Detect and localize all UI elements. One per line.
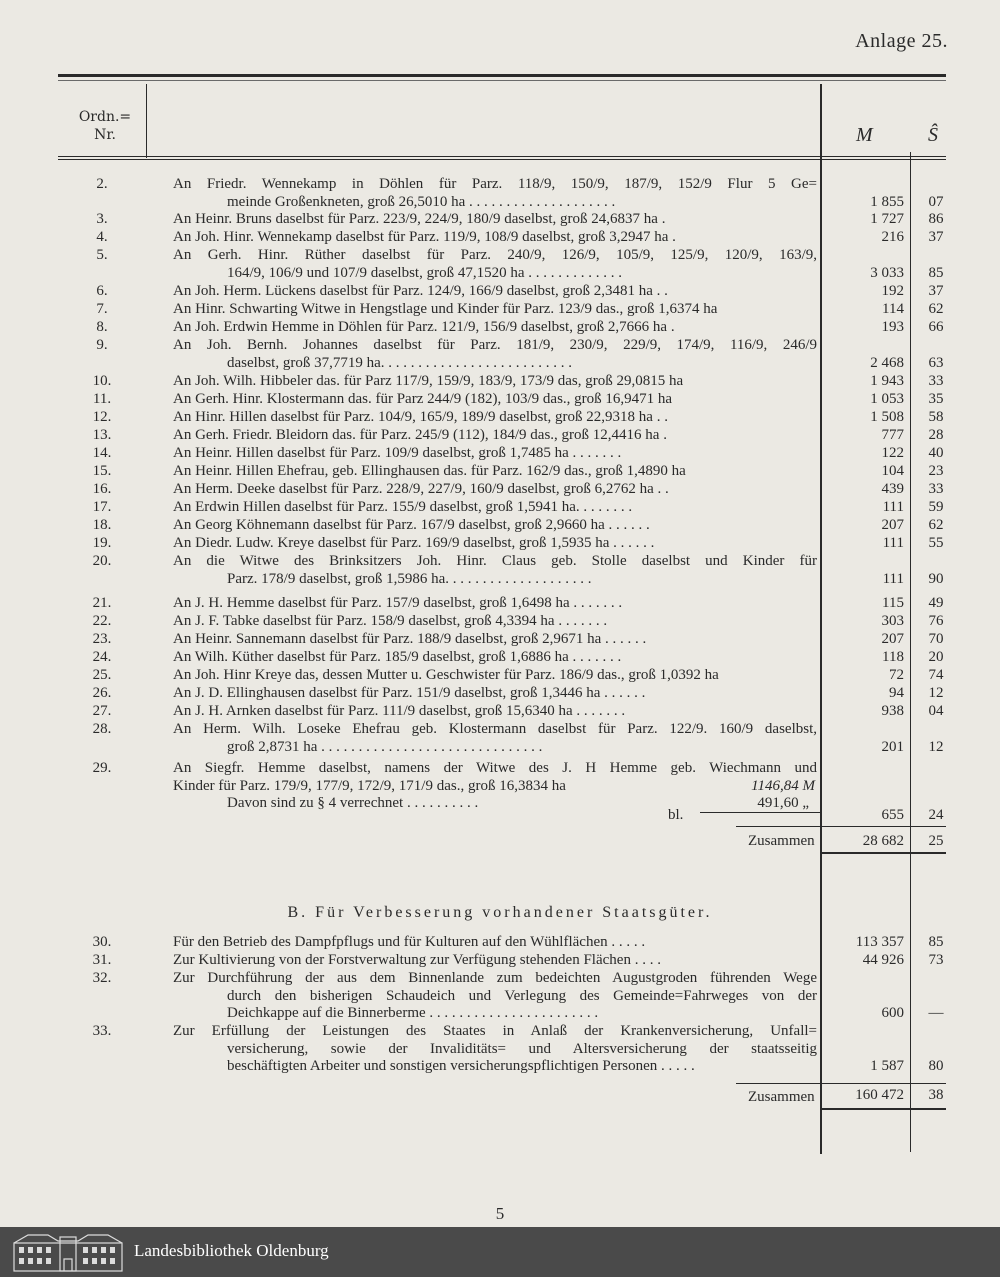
row-text-line: An Joh. Wilh. Hibbeler das. für Parz 117/9, 159/9, 183/9, 173/9 das, groß 29,0815 ha	[173, 373, 684, 389]
row-text	[173, 427, 817, 445]
row-amount-pfennig: 63	[928, 354, 944, 371]
row-text-line: An Hinr. Schwarting Witwe in Hengstlage und Kinder für Parz. 123/9 das., groß 1,6374 ha	[173, 301, 718, 317]
row-number: 23.	[92, 631, 112, 647]
column-header-nr	[60, 108, 150, 144]
row-text-line: An Joh. Hinr. Wennekamp daselbst für Parz. 119/9, 108/9 daselbst, groß 3,2947 ha .	[173, 229, 676, 245]
row-text-line: An Heinr. Hillen daselbst für Parz. 109/9 daselbst, groß 1,7485 ha . . . . . . .	[173, 445, 622, 461]
row-text	[173, 595, 817, 613]
row-amount-pfennig: 12	[928, 685, 944, 701]
row-text-line: An J. H. Hemme daselbst für Parz. 157/9 daselbst, groß 1,6498 ha . . . . . . .	[173, 595, 623, 611]
row-number: 12.	[92, 409, 112, 425]
page-number: 5	[495, 1204, 505, 1223]
row-amount-pfennig: 86	[928, 211, 944, 227]
row-amount-mark: 114	[882, 301, 904, 317]
row-text-line: Zur Erfüllung der Leistungen des Staates in Anlaß der Krankenversicherung, Unfall=	[173, 1023, 817, 1039]
footer-bar	[0, 1227, 1000, 1277]
row-amount-mark: 600	[881, 1005, 904, 1021]
total-a-top-rule	[736, 826, 946, 827]
row-number: 20.	[92, 553, 112, 569]
row-amount-pfennig: 55	[928, 535, 944, 551]
row-amount-pfennig: 59	[928, 499, 944, 515]
row-amount-pfennig: 66	[928, 319, 944, 335]
column-header-pfennig: Ŝ	[928, 124, 938, 146]
total-b-mark: 160 472	[855, 1087, 904, 1103]
row-text	[173, 499, 817, 517]
row-text	[173, 553, 817, 588]
row-amount-mark: 44 926	[862, 952, 904, 968]
row-amount-mark: 3 033	[870, 264, 904, 281]
row-text	[173, 337, 817, 372]
row-amount-mark: 1 943	[870, 373, 904, 389]
column-header-nr-line2: Nr.	[94, 127, 116, 143]
row-number: 15.	[92, 463, 112, 479]
row-text-line: An Heinr. Sannemann daselbst für Parz. 188/9 daselbst, groß 2,9671 ha . . . . . .	[173, 631, 647, 647]
row-text-line: Deichkappe auf die Binnerberme . . . . . . . . . . . . . . . . . . . . . . .	[227, 1005, 599, 1021]
row-number: 14.	[92, 445, 112, 461]
row-text	[173, 391, 817, 409]
row-text-line: meinde Großenkneten, groß 26,5010 ha . . . . . . . . . . . . . . . . . . . .	[227, 193, 616, 210]
row29-line3-text: Davon sind zu § 4 verrechnet . . . . . . . . . .	[227, 795, 479, 811]
header-top-rule-thin	[58, 80, 946, 81]
total-b-label: Zusammen	[748, 1089, 815, 1105]
row-text-line: An Friedr. Wennekamp in Döhlen für Parz. 118/9, 150/9, 187/9, 152/9 Flur 5 Ge=	[173, 176, 817, 192]
row-amount-mark: 303	[881, 613, 904, 629]
row-text	[173, 445, 817, 463]
row-number: 5.	[96, 247, 108, 263]
row-amount-pfennig: 80	[928, 1058, 944, 1074]
row-amount-mark: 201	[881, 738, 904, 755]
row-text-line: An Gerh. Hinr. Klostermann das. für Parz 244/9 (182), 103/9 das., groß 16,9471 ha	[173, 391, 673, 407]
total-b-top-rule	[736, 1083, 946, 1084]
row-text-line: groß 2,8731 ha . . . . . . . . . . . . . . . . . . . . . . . . . . . . . .	[227, 738, 543, 755]
row-number: 6.	[96, 283, 108, 299]
row-text-line: An Gerh. Hinr. Rüther daselbst für Parz. 240/9, 126/9, 105/9, 125/9, 120/9, 163/9,	[173, 247, 817, 263]
row-number: 21.	[92, 595, 112, 611]
row-amount-pfennig: 20	[928, 649, 944, 665]
row-text-line: An Joh. Herm. Lückens daselbst für Parz. 124/9, 166/9 daselbst, groß 2,3481 ha . .	[173, 283, 668, 299]
row-amount-mark: 122	[881, 445, 904, 461]
row-number: 32.	[92, 970, 112, 986]
row-amount-pfennig: 33	[928, 373, 944, 389]
row-amount-mark: 938	[881, 703, 904, 719]
row-amount-mark: 1 508	[870, 409, 904, 425]
row-amount-mark: 192	[881, 283, 904, 299]
row-amount-mark: 439	[881, 481, 904, 497]
row-number: 3.	[96, 211, 108, 227]
section-b-title: B. Für Verbesserung vorhandener Staatsgüter.	[287, 904, 713, 921]
header-top-rule	[58, 74, 946, 77]
row-text	[173, 970, 817, 1023]
row-text-line: An die Witwe des Brinksitzers Joh. Hinr. Claus geb. Stolle daselbst und Kinder für	[173, 553, 817, 569]
row-amount-mark: 113 357	[855, 934, 904, 950]
row-amount-mark: 216	[881, 229, 904, 245]
row-text-line: Für den Betrieb des Dampfpflugs und für Kulturen auf den Wühlflächen . . . . .	[173, 934, 646, 950]
row-amount-pfennig: 35	[928, 391, 944, 407]
row-text	[173, 301, 817, 319]
row-number: 29.	[92, 760, 112, 776]
row-text-line: An Joh. Erdwin Hemme in Döhlen für Parz. 121/9, 156/9 daselbst, groß 2,7666 ha .	[173, 319, 675, 335]
row-amount-mark: 111	[882, 570, 904, 587]
row-amount-mark: 94	[889, 685, 904, 701]
row29-subtotal-rule	[700, 812, 820, 813]
row-number: 16.	[92, 481, 112, 497]
row-number: 17.	[92, 499, 112, 515]
row-text	[173, 373, 817, 391]
row-text	[173, 685, 817, 703]
row-number: 31.	[92, 952, 112, 968]
row-amount-pfennig: 49	[928, 595, 944, 611]
row-text-line: An Gerh. Friedr. Bleidorn das. für Parz. 245/9 (112), 184/9 das., groß 12,4416 ha .	[173, 427, 667, 443]
row-amount-mark: 1 727	[870, 211, 904, 227]
row-amount-mark: 1 587	[870, 1058, 904, 1074]
row-number: 19.	[92, 535, 112, 551]
row-amount-pfennig: 62	[928, 301, 944, 317]
row-number: 26.	[92, 685, 112, 701]
row-amount-mark: 118	[882, 649, 904, 665]
total-a-pfennig: 25	[928, 833, 944, 849]
row-number: 9.	[96, 337, 108, 353]
row-text-line: Zur Kultivierung von der Forstverwaltung zur Verfügung stehenden Flächen . . . .	[173, 952, 661, 968]
row-amount-pfennig: 85	[928, 934, 944, 950]
row-number: 18.	[92, 517, 112, 533]
row-text	[173, 517, 817, 535]
row-amount-pfennig: 37	[928, 283, 944, 299]
row-number: 22.	[92, 613, 112, 629]
row-text-line: beschäftigten Arbeiter und sonstigen versicherungspflichtigen Personen . . . . .	[227, 1058, 695, 1074]
row29-line1: An Siegfr. Hemme daselbst, namens der Witwe des J. H Hemme geb. Wiechmann und	[173, 760, 817, 776]
row-text-line: An J. F. Tabke daselbst für Parz. 158/9 daselbst, groß 4,3394 ha . . . . . . .	[173, 613, 608, 629]
row-text-line: An J. H. Arnken daselbst für Parz. 111/9 daselbst, groß 15,6340 ha . . . . . . .	[173, 703, 626, 719]
row-text-line: An Joh. Hinr Kreye das, dessen Mutter u. Geschwister für Parz. 186/9 das., groß 1,0392 ha	[173, 667, 719, 683]
row-number: 27.	[92, 703, 112, 719]
row29-line2	[173, 778, 817, 796]
column-header-mark: M	[856, 124, 873, 146]
row29-line2-text: Kinder für Parz. 179/9, 177/9, 172/9, 171/9 das., groß 16,3834 ha	[173, 777, 566, 794]
total-b-bottom-rule	[820, 1108, 946, 1110]
row-text-line: An Diedr. Ludw. Kreye daselbst für Parz. 169/9 daselbst, groß 1,5935 ha . . . . . .	[173, 535, 655, 551]
row-text-line: daselbst, groß 37,7719 ha. . . . . . . . . . . . . . . . . . . . . . . . . .	[227, 354, 572, 371]
row-amount-pfennig: 73	[928, 952, 944, 968]
row-amount-mark: 207	[881, 517, 904, 533]
row-amount-pfennig: 40	[928, 445, 944, 461]
library-building-icon	[8, 1231, 128, 1273]
row-text	[173, 667, 817, 685]
row-amount-mark: 2 468	[870, 354, 904, 371]
row-amount-pfennig: 90	[928, 570, 944, 587]
row-amount-mark: 104	[881, 463, 904, 479]
row-amount-pfennig: 24	[928, 807, 944, 823]
total-a-mark: 28 682	[862, 833, 904, 849]
row-text	[173, 481, 817, 499]
row-number: 11.	[92, 391, 112, 407]
row-text	[173, 760, 817, 813]
row-amount-pfennig: 28	[928, 427, 944, 443]
row-amount-mark: 111	[882, 499, 904, 515]
row-amount-pfennig: 33	[928, 481, 944, 497]
row-amount-mark: 115	[882, 595, 904, 611]
row29-line2-amount: 1146,84 M	[751, 777, 815, 794]
row-amount-mark: 193	[881, 319, 904, 335]
column-rule-text	[820, 84, 822, 1154]
row-text-line: An Erdwin Hillen daselbst für Parz. 155/9 daselbst, groß 1,5941 ha. . . . . . . .	[173, 499, 633, 515]
row29-net-label: bl.	[668, 807, 684, 823]
row-text-line: An Heinr. Hillen Ehefrau, geb. Ellinghausen das. für Parz. 162/9 das., groß 1,4890 ha	[173, 463, 686, 479]
row-text-line: Zur Durchführung der aus dem Binnenlande zum bedeichten Augustgroden führenden Wege	[173, 970, 817, 986]
row-amount-pfennig: 70	[928, 631, 944, 647]
row-text-line: An Wilh. Küther daselbst für Parz. 185/9 daselbst, groß 1,6886 ha . . . . . . .	[173, 649, 622, 665]
row-amount-mark: 111	[882, 535, 904, 551]
total-b-pfennig: 38	[928, 1087, 944, 1103]
row-number: 2.	[96, 176, 108, 192]
row-text	[173, 934, 817, 952]
row-text	[173, 613, 817, 631]
row29-line3	[173, 795, 817, 813]
row-text	[173, 952, 817, 970]
row-text-line: Parz. 178/9 daselbst, groß 1,5986 ha. . . . . . . . . . . . . . . . . . . .	[227, 570, 592, 587]
row-number: 30.	[92, 934, 112, 950]
row-amount-mark: 655	[881, 807, 904, 823]
row-text-line: 164/9, 106/9 und 107/9 daselbst, groß 47,1520 ha . . . . . . . . . . . . .	[227, 264, 622, 281]
total-a-label: Zusammen	[748, 833, 815, 849]
library-name: Landesbibliothek Oldenburg	[134, 1241, 329, 1260]
row-amount-mark: 207	[881, 631, 904, 647]
row-amount-mark: 1 855	[870, 193, 904, 210]
row-amount-pfennig: 85	[928, 264, 944, 281]
row-number: 24.	[92, 649, 112, 665]
row29-line3-amount: 491,60 „	[757, 795, 809, 811]
row-amount-pfennig: 76	[928, 613, 944, 629]
header-bottom-rule	[58, 156, 946, 157]
header-bottom-rule-2	[58, 159, 946, 160]
row-text	[173, 409, 817, 427]
column-rule-mark	[910, 152, 911, 1152]
row-amount-pfennig: 23	[928, 463, 944, 479]
column-header-nr-line1: Ordn.=	[78, 109, 132, 125]
row-number: 4.	[96, 229, 108, 245]
total-a-bottom-rule	[820, 852, 946, 854]
row-text-line: An Joh. Bernh. Johannes daselbst für Parz. 181/9, 230/9, 229/9, 174/9, 116/9, 246/9	[173, 337, 817, 353]
column-rule-nr	[146, 84, 147, 158]
row-amount-mark: 777	[881, 427, 904, 443]
row-amount-mark: 72	[889, 667, 904, 683]
row-text-line: An Hinr. Hillen daselbst für Parz. 104/9, 165/9, 189/9 daselbst, groß 22,9318 ha . .	[173, 409, 668, 425]
row-number: 33.	[92, 1023, 112, 1039]
row-text	[173, 463, 817, 481]
row-number: 8.	[96, 319, 108, 335]
row-text	[173, 1023, 817, 1076]
row-text-line: An Herm. Wilh. Loseke Ehefrau geb. Klostermann daselbst für Parz. 122/9. 160/9 daselbst,	[173, 721, 817, 737]
row-text	[173, 247, 817, 282]
row-text	[173, 703, 817, 721]
row-text	[173, 283, 817, 301]
row-text	[173, 211, 817, 229]
row-text	[173, 721, 817, 756]
row-text	[173, 229, 817, 247]
row-text-line: An J. D. Ellinghausen daselbst für Parz. 151/9 daselbst, groß 1,3446 ha . . . . . .	[173, 685, 646, 701]
row-text	[173, 176, 817, 211]
row-text	[173, 649, 817, 667]
row-amount-pfennig: 58	[928, 409, 944, 425]
row-amount-pfennig: 62	[928, 517, 944, 533]
row-text-line: versicherung, sowie der Invaliditäts= und Altersversicherung der staatsseitig	[227, 1040, 817, 1057]
row-number: 25.	[92, 667, 112, 683]
row-number: 10.	[92, 373, 112, 389]
row-text	[173, 319, 817, 337]
row-number: 13.	[92, 427, 112, 443]
row-amount-pfennig: —	[928, 1005, 944, 1021]
page-title: Anlage 25.	[855, 30, 948, 52]
row-text	[173, 631, 817, 649]
row-amount-pfennig: 04	[928, 703, 944, 719]
row-text	[173, 535, 817, 553]
row-amount-pfennig: 74	[928, 667, 944, 683]
row-text-line: An Herm. Deeke daselbst für Parz. 228/9, 227/9, 160/9 daselbst, groß 6,2762 ha . .	[173, 481, 669, 497]
row-number: 28.	[92, 721, 112, 737]
row-text-line: durch den bisherigen Schaudeich und Verlegung des Gemeinde=Fahrweges von der	[227, 987, 817, 1004]
row-text-line: An Georg Köhnemann daselbst für Parz. 167/9 daselbst, groß 2,9660 ha . . . . . .	[173, 517, 650, 533]
row-amount-pfennig: 12	[928, 738, 944, 755]
row-text-line: An Heinr. Bruns daselbst für Parz. 223/9, 224/9, 180/9 daselbst, groß 24,6837 ha .	[173, 211, 666, 227]
row-number: 7.	[96, 301, 108, 317]
row-amount-pfennig: 37	[928, 229, 944, 245]
row-amount-pfennig: 07	[928, 193, 944, 210]
row-amount-mark: 1 053	[870, 391, 904, 407]
